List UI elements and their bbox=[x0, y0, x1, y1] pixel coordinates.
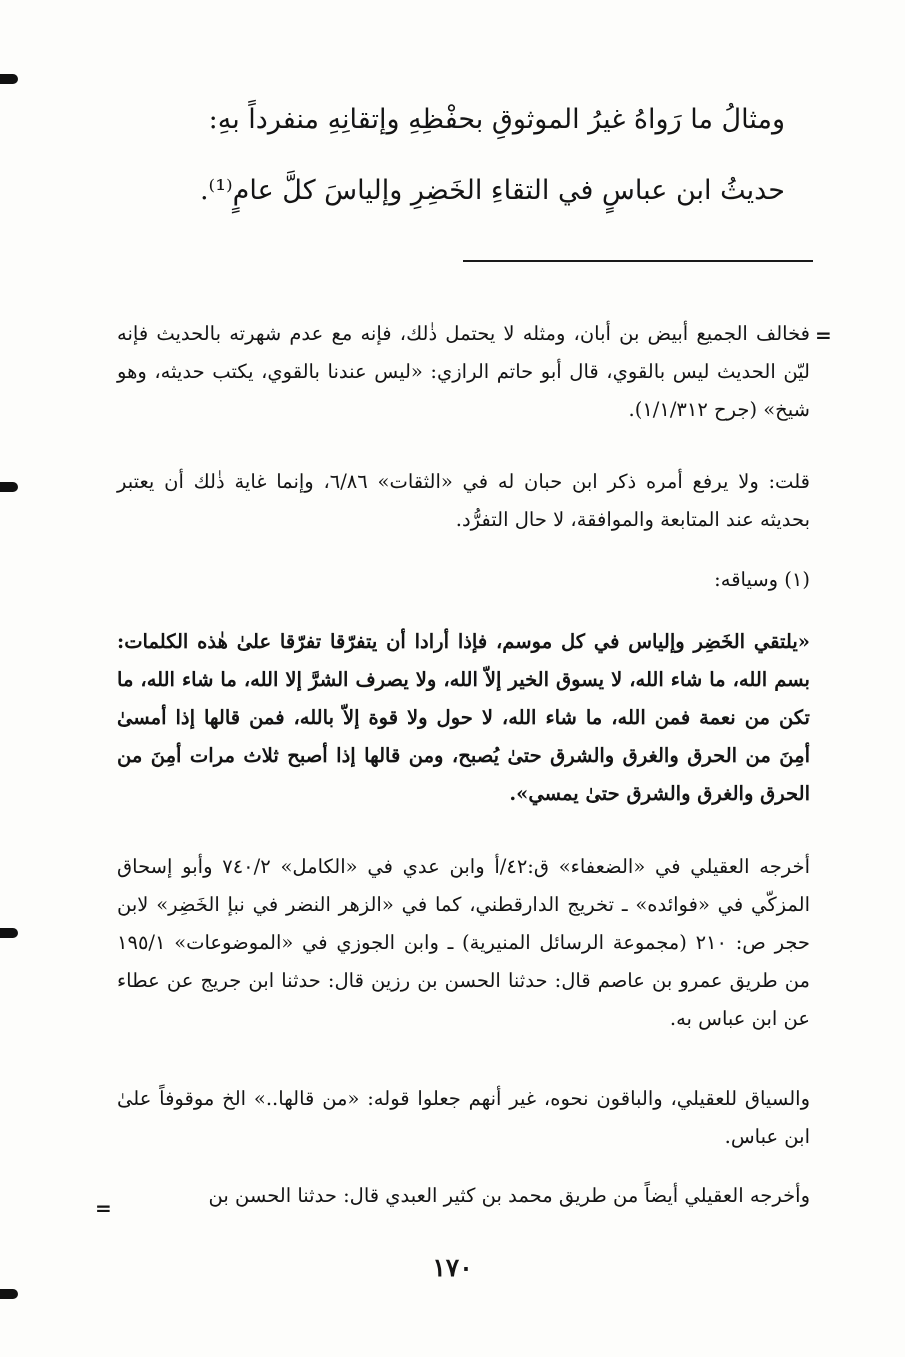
page-number: ١٧٠ bbox=[432, 1253, 473, 1282]
binding-mark bbox=[0, 74, 18, 84]
footnote-quote: «يلتقي الخَضِر وإلياس في كل موسم، فإذا أرادا أن يتفرّقا تفرّقا علىٰ هٰذه الكلمات: بسم الله، ما شاء الله، لا يسوق الخير إلاّ الله، ولا يصرف الشرَّ إلا الله، ما شاء الله، ما تكن من نعمة فمن الله، ما شاء الله، لا حول ولا قوة إلاّ بالله، فمن قالها إذا أمسىٰ أمِنَ من الحرق والغرق والشرق حتىٰ يُصبح، ومن قالها إذا أصبح ثلاث مرات أمِنَ من الحرق والغرق والشرق حتىٰ يمسي». bbox=[117, 630, 810, 805]
continuation-marker: = bbox=[815, 323, 832, 347]
main-text-line-1: ومثالُ ما رَواهُ غيرُ الموثوقِ بحفْظِهِ وإتقانِهِ منفرداً بهِ: bbox=[208, 104, 785, 135]
footnote-paragraph-5: وأخرجه العقيلي أيضاً من طريق محمد بن كثير العبدي قال: حدثنا الحسن بن bbox=[208, 1184, 810, 1207]
main-text-line-2: حديثُ ابن عباسٍ في التقاءِ الخَضِرِ وإلياسَ كلَّ عامٍ⁽¹⁾. bbox=[199, 175, 785, 206]
footnote-paragraph-3: أخرجه العقيلي في «الضعفاء» ق:٤٢/أ وابن عدي في «الكامل» ٧٤٠/٢ وأبو إسحاق المزكّي في «فوائده» ـ تخريج الدارقطني، كما في «الزهر النضر في نبإ الخَضِر» لابن حجر ص: ٢١٠ (مجموعة الرسائل المنيرية) ـ وابن الجوزي في «الموضوعات» ١٩٥/١ من طريق عمرو بن عاصم قال: حدثنا الحسن بن رزين قال: حدثنا ابن جريج عن عطاء عن ابن عباس به. bbox=[117, 855, 810, 1030]
binding-mark bbox=[0, 482, 18, 492]
footnote-paragraph-1: فخالف الجميع أبيض بن أبان، ومثله لا يحتمل ذٰلك، فإنه مع عدم شهرته بالحديث فإنه ليّن الحديث ليس بالقوي، قال أبو حاتم الرازي: «ليس عندنا بالقوي، يكتب حديثه، وهو شيخ» (جرح ١/١/٣١٢). bbox=[117, 322, 810, 421]
footnote-paragraph-4: والسياق للعقيلي، والباقون نحوه، غير أنهم جعلوا قوله: «من قالها..» الخ موقوفاً علىٰ ابن عباس. bbox=[117, 1087, 810, 1148]
footnote-paragraph-2: قلت: ولا يرفع أمره ذكر ابن حبان له في «الثقات» ٦/٨٦، وإنما غاية ذٰلك أن يعتبر بحديثه عند المتابعة والموافقة، لا حال التفرُّد. bbox=[117, 470, 810, 531]
binding-mark bbox=[0, 928, 18, 938]
binding-mark bbox=[0, 1289, 18, 1299]
continuation-marker-bottom: = bbox=[95, 1196, 112, 1220]
footnote-1-heading: (١) وسياقه: bbox=[714, 568, 810, 591]
footnote-separator bbox=[463, 260, 813, 262]
